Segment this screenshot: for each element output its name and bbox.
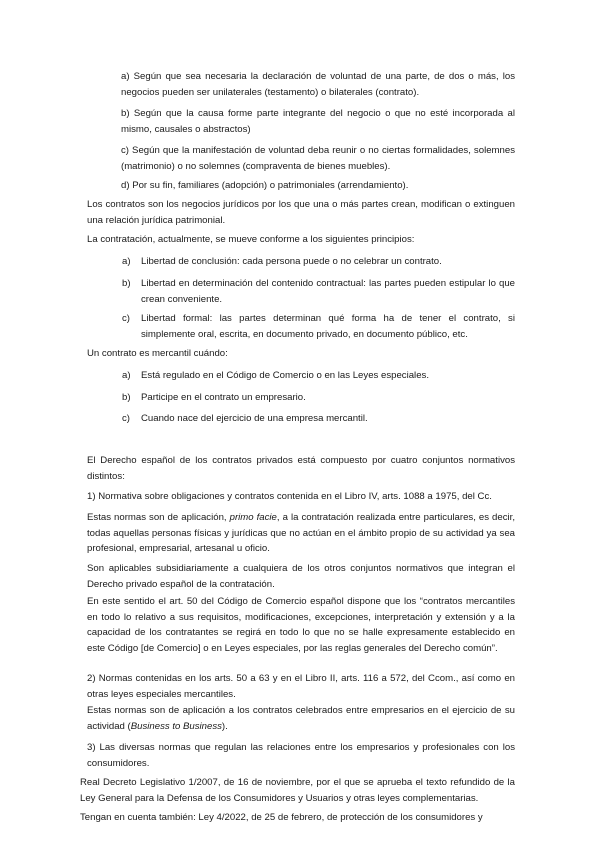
norm2-title: 2) Normas contenidas en los arts. 50 a 63 y en el Libro II, arts. 116 a 572, del Ccom., así como en otras leyes especiales mercantiles. (87, 673, 515, 700)
norm1-p1-after: , a la contratación realizada entre particulares, es decir, todas aquellas personas físicas y jurídicas que no actúan en el ámbito propio de su actividad ya sea profesional, empresarial, artesanal u oficio. (87, 512, 515, 554)
norm1-paragraph-1 (87, 510, 515, 557)
real-decreto-paragraph: Real Decreto Legislativo 1/2007, de 16 de noviembre, por el que se aprueba el texto refundido de la Ley General para la Defensa de los Consumidores y Usuarios y otras leyes complementarias. (80, 777, 515, 804)
intro-item-c: c) Según que la manifestación de voluntad deba reunir o no ciertas formalidades, solemnes (matrimonio) o no solemnes (compraventa de bienes muebles). (121, 145, 515, 172)
norm2-p1-emphasis: Business to Business (130, 720, 222, 732)
principle-marker-b: b) (122, 278, 131, 289)
norm1-p1-emphasis: primo facie (229, 512, 277, 523)
principle-marker-a: a) (122, 256, 131, 267)
mercantile-a: Está regulado en el Código de Comercio o en las Leyes especiales. (141, 370, 429, 381)
mercantile-c: Cuando nace del ejercicio de una empresa mercantil. (141, 413, 368, 424)
norm1-paragraph-2: Son aplicables subsidiariamente a cualquiera de los otros conjuntos normativos que integran el Derecho privado español de la contratación. (87, 563, 515, 590)
norm2-p1-before: Estas normas son de aplicación a los contratos celebrados entre empresarios en el ejercicio de su actividad ( (87, 705, 515, 732)
intro-item-a: a) Según que sea necesaria la declaración de voluntad de una parte, de dos o más, los negocios pueden ser unilaterales (testamento) o bilaterales (contrato). (121, 71, 515, 98)
principle-a: Libertad de conclusión: cada persona puede o no celebrar un contrato. (141, 256, 442, 267)
norm1-p1-before: Estas normas son de aplicación, (87, 512, 230, 523)
principles-intro: La contratación, actualmente, se mueve conforme a los siguientes principios: (87, 234, 415, 245)
mercantile-b: Participe en el contrato un empresario. (141, 392, 306, 403)
principle-b: Libertad en determinación del contenido contractual: las partes pueden estipular lo que crean conveniente. (141, 278, 515, 305)
mercantile-marker-c: c) (122, 413, 130, 424)
tengan-paragraph: Tengan en cuenta también: Ley 4/2022, de 25 de febrero, de protección de los consumidores y (80, 812, 483, 823)
mercantile-intro: Un contrato es mercantil cuándo: (87, 348, 228, 359)
principle-c: Libertad formal: las partes determinan qué forma ha de tener el contrato, si simplemente oral, escrita, en documento privado, en documento público, etc. (141, 313, 515, 340)
contracts-definition: Los contratos son los negocios jurídicos por los que una o más partes crean, modifican o extinguen una relación jurídica patrimonial. (87, 199, 515, 226)
norm2-p1-after: ). (221, 720, 228, 732)
norm1-title: 1) Normativa sobre obligaciones y contratos contenida en el Libro IV, arts. 1088 a 1975, del Cc. (87, 491, 492, 502)
mercantile-marker-b: b) (122, 392, 131, 403)
norm3-title: 3) Las diversas normas que regulan las relaciones entre los empresarios y profesionales con los consumidores. (87, 742, 515, 769)
norm1-paragraph-3: En este sentido el art. 50 del Código de Comercio español dispone que los “contratos mercantiles en todo lo relativo a sus requisitos, modificaciones, excepciones, interpretación y extensión y a la capacidad de los contratantes se regirá en todo lo que no se halle expresamente establecido en este Código [de Comercio] o en Leyes especiales, por las reglas generales del Derecho común”. (87, 596, 515, 654)
mercantile-marker-a: a) (122, 370, 131, 381)
derecho-intro: El Derecho español de los contratos privados está compuesto por cuatro conjuntos normativos distintos: (87, 455, 515, 482)
intro-item-d: d) Por su fin, familiares (adopción) o patrimoniales (arrendamiento). (121, 180, 409, 191)
intro-item-b: b) Según que la causa forme parte integrante del negocio o que no esté incorporada al mismo, causales o abstractos) (121, 108, 515, 135)
norm2-paragraph-1 (87, 703, 515, 734)
principle-marker-c: c) (122, 313, 130, 324)
